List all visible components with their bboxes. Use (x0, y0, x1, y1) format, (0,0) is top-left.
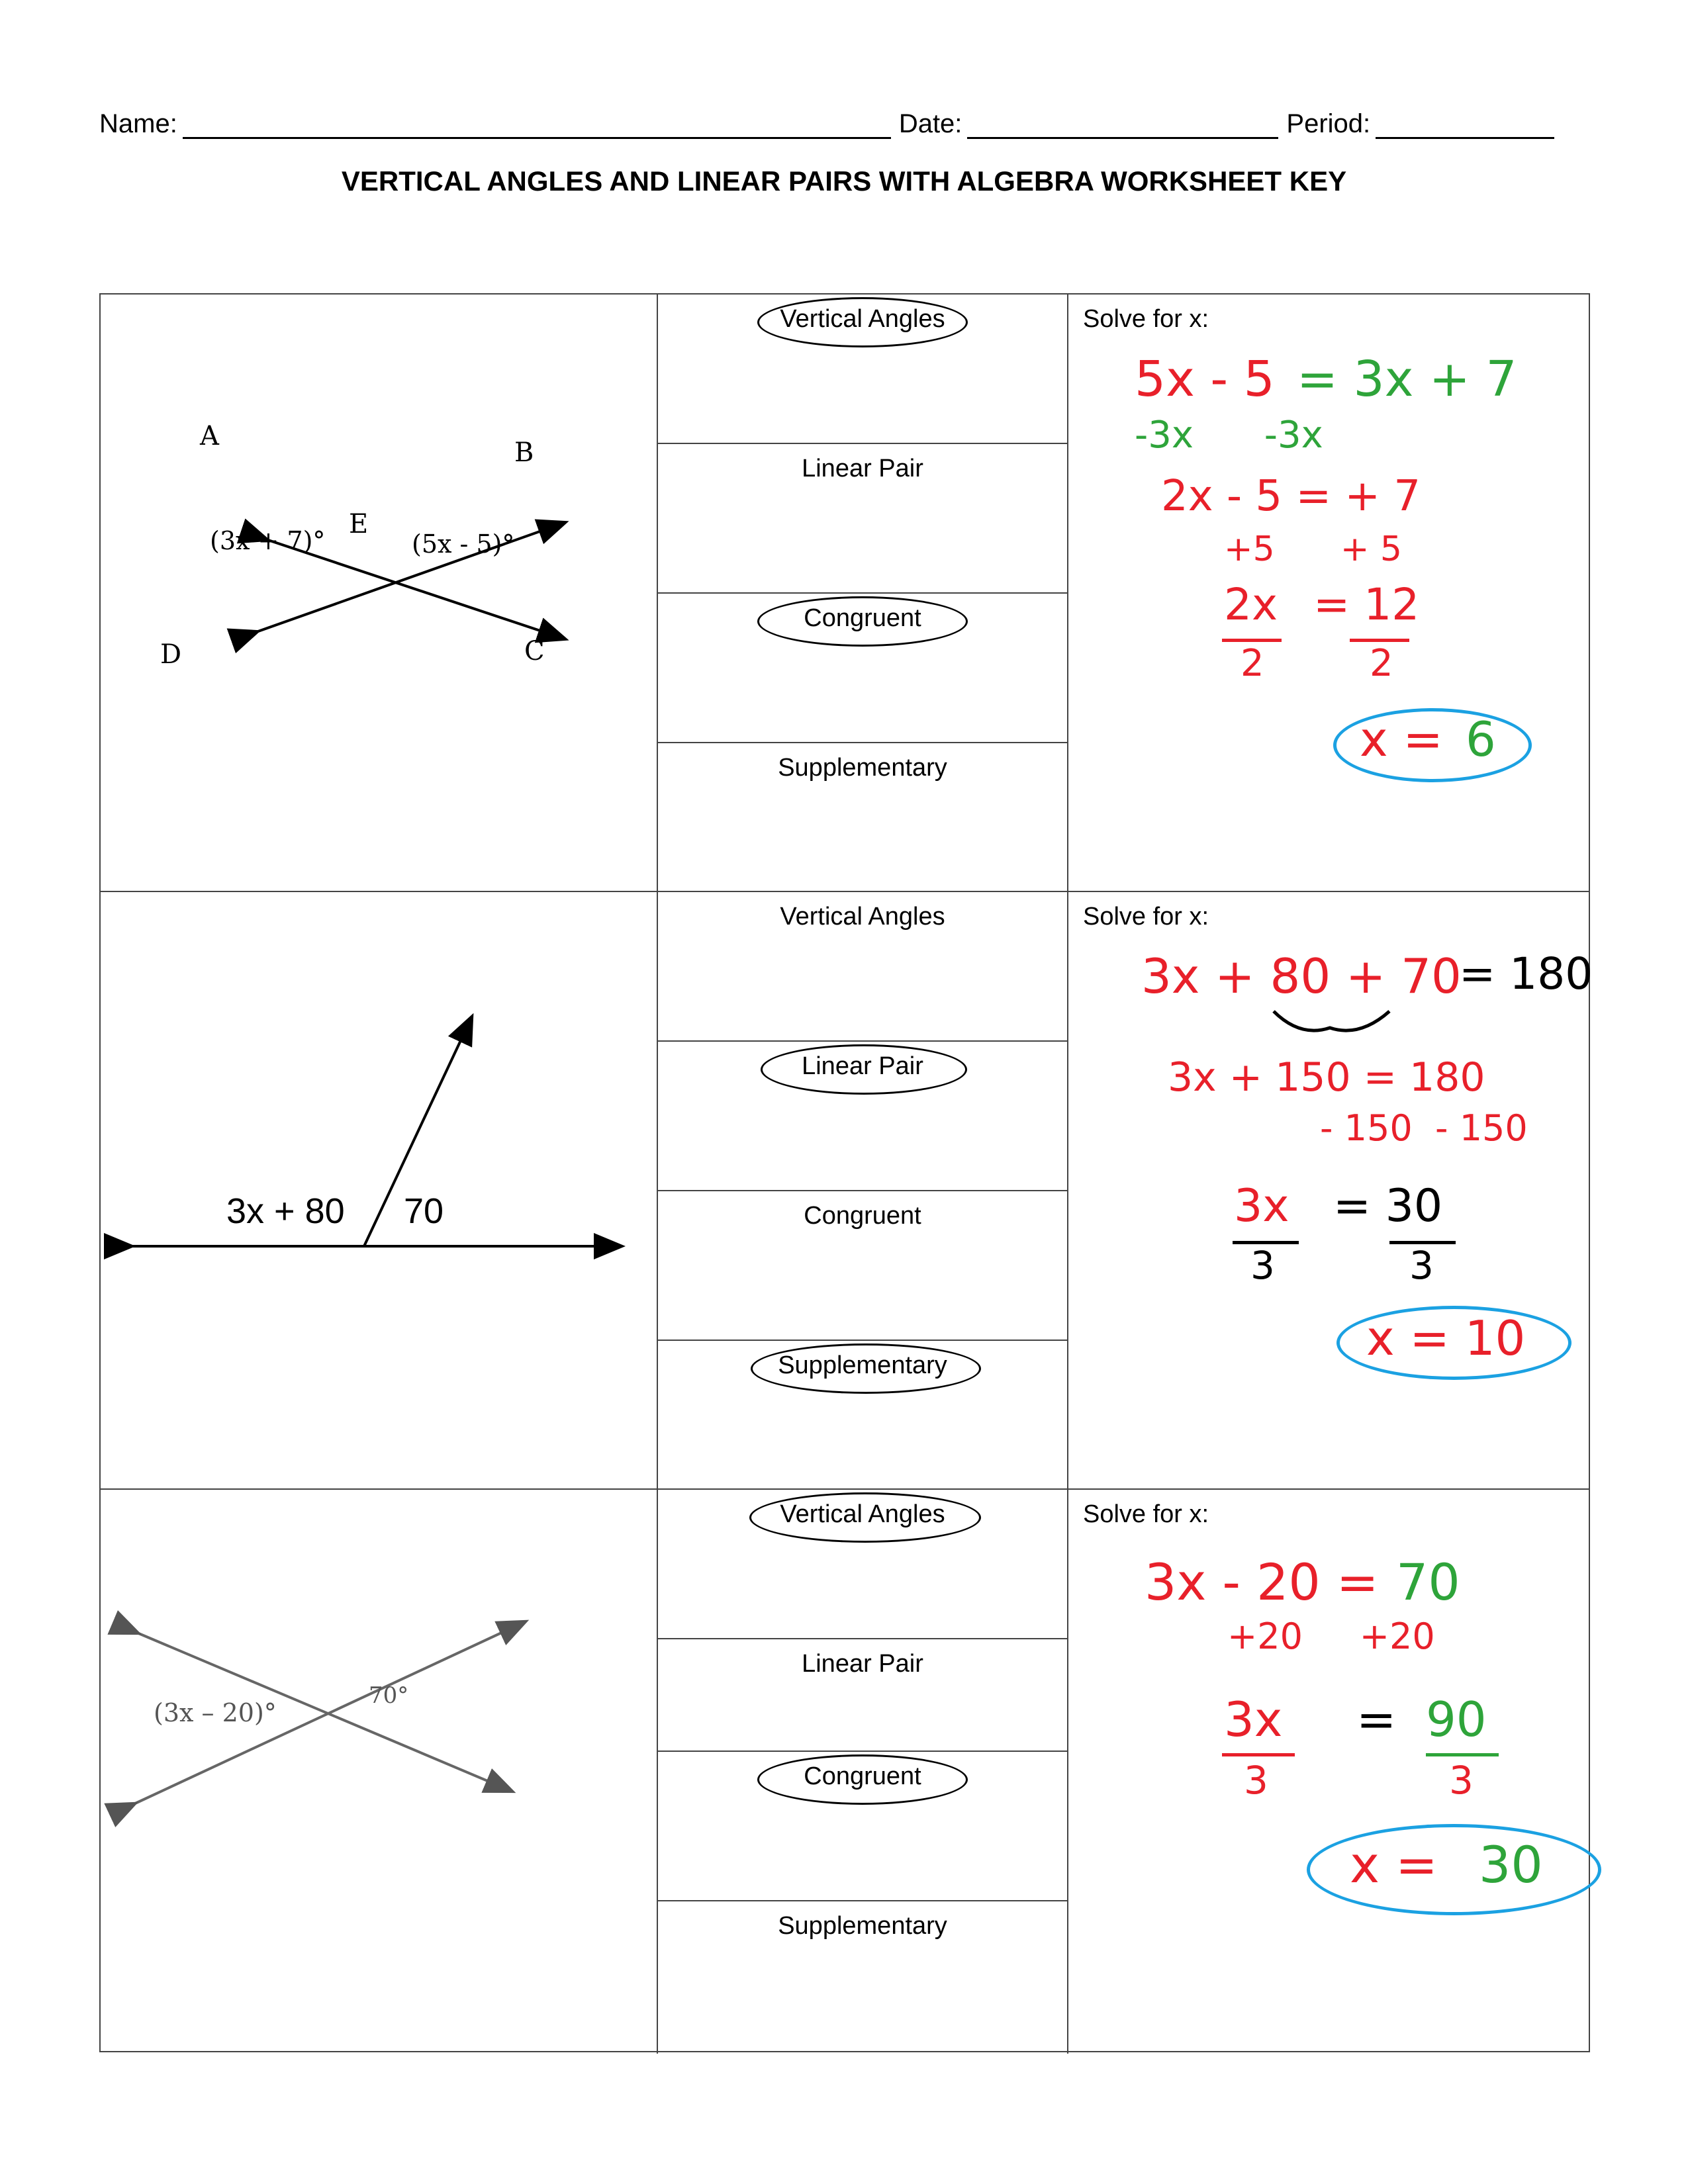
options-cell (658, 295, 1068, 891)
work-line: 2x - 5 = + 7 (1161, 472, 1421, 521)
work-line: +20 +20 (1227, 1615, 1435, 1657)
figure-cell (101, 1490, 658, 2054)
work-line: -3x -3x (1135, 414, 1323, 457)
option-label: Congruent (804, 1762, 921, 1790)
options-cell (658, 1490, 1068, 2054)
answer-text: 6 (1466, 711, 1496, 767)
option-supplementary[interactable] (658, 1341, 1067, 1490)
work-line: 3 (1244, 1758, 1268, 1803)
solve-label: Solve for x: (1083, 305, 1209, 333)
option-label: Vertical Angles (780, 305, 945, 333)
answer-text: x = (1350, 1835, 1454, 1894)
fraction-bar (1426, 1753, 1499, 1756)
work-line: 2x (1224, 579, 1278, 630)
solution-cell (1068, 295, 1589, 891)
option-label: Vertical Angles (780, 903, 945, 931)
option-linear-pair[interactable] (658, 1639, 1067, 1752)
option-vertical-angles[interactable] (658, 892, 1067, 1042)
worksheet-table (99, 293, 1593, 2052)
option-vertical-angles[interactable] (658, 1490, 1067, 1639)
label-b: B (514, 437, 534, 468)
problem-row-2 (101, 892, 1593, 1490)
solution-cell (1068, 1490, 1589, 2054)
solution-cell (1068, 892, 1593, 1488)
work-line: 5x - 5 (1135, 351, 1275, 408)
figure-cell (101, 892, 658, 1488)
label-c: C (524, 636, 545, 666)
option-congruent[interactable] (658, 594, 1067, 743)
option-label: Linear Pair (802, 1650, 923, 1678)
solve-label: Solve for x: (1083, 903, 1209, 931)
work-line: 3 (1449, 1758, 1474, 1803)
option-label: Congruent (804, 1202, 921, 1230)
option-supplementary[interactable] (658, 1901, 1067, 2054)
angle-left-expression: (3x + 7)° (210, 526, 326, 555)
option-label: Supplementary (778, 754, 947, 782)
option-vertical-angles[interactable] (658, 295, 1067, 444)
option-congruent[interactable] (658, 1191, 1067, 1341)
work-line: 3x (1224, 1692, 1283, 1747)
option-linear-pair[interactable] (658, 1042, 1067, 1191)
label-d: D (160, 639, 182, 670)
work-line: = 3x + 7 (1297, 351, 1517, 408)
period-label: Period: (1286, 109, 1371, 138)
angle-right-expression: 70 (404, 1191, 444, 1231)
worksheet-title: VERTICAL ANGLES AND LINEAR PAIRS WITH ALGEBRA WORKSHEET KEY (341, 165, 1347, 197)
work-line: 3x + 80 + 70 (1141, 948, 1462, 1004)
answer-text: x = 10 (1366, 1310, 1526, 1366)
option-label: Linear Pair (802, 455, 923, 482)
work-line: 2 (1241, 642, 1264, 685)
option-linear-pair[interactable] (658, 444, 1067, 594)
name-field[interactable] (183, 111, 891, 139)
date-label: Date: (898, 109, 962, 138)
answer-text: 30 (1479, 1835, 1543, 1894)
work-line: 70 (1396, 1553, 1460, 1612)
period-field[interactable] (1376, 111, 1554, 139)
work-line: 2 (1370, 642, 1393, 685)
angle-left-expression: 3x + 80 (226, 1191, 345, 1231)
work-line: - 150 - 150 (1320, 1107, 1528, 1149)
figure-cell (101, 295, 658, 891)
work-line: = 180 (1459, 948, 1593, 999)
angle-right-expression: 70° (369, 1682, 409, 1709)
option-label: Vertical Angles (780, 1500, 945, 1528)
work-line: = 12 (1313, 579, 1420, 630)
grouping-brace (1267, 1005, 1399, 1044)
option-label: Linear Pair (802, 1052, 923, 1080)
label-e: E (349, 509, 369, 539)
angle-left-expression: (3x – 20)° (154, 1698, 277, 1727)
option-label: Supplementary (778, 1912, 947, 1940)
student-info-header (99, 99, 1595, 139)
option-congruent[interactable] (658, 1752, 1067, 1901)
work-line: = 30 (1333, 1180, 1443, 1232)
problem-row-1 (101, 295, 1589, 892)
angle-right-expression: (5x - 5)° (412, 529, 515, 559)
work-line: = (1356, 1692, 1397, 1747)
solve-label: Solve for x: (1083, 1500, 1209, 1528)
intersecting-lines-figure (101, 295, 657, 890)
name-label: Name: (99, 109, 177, 138)
linear-pair-figure (101, 892, 657, 1488)
problem-row-3 (101, 1490, 1589, 2054)
work-line: 3 (1250, 1243, 1275, 1288)
intersecting-lines-figure (101, 1490, 657, 2052)
work-line: 90 (1426, 1692, 1487, 1747)
work-line: +5 + 5 (1224, 529, 1403, 569)
fraction-bar (1222, 1753, 1295, 1756)
option-supplementary[interactable] (658, 743, 1067, 892)
date-field[interactable] (967, 111, 1278, 139)
option-label: Supplementary (778, 1351, 947, 1379)
work-line: 3x - 20 = (1145, 1553, 1395, 1612)
option-label: Congruent (804, 604, 921, 632)
options-cell (658, 892, 1068, 1488)
label-a: A (200, 421, 219, 451)
work-line: 3 (1409, 1243, 1434, 1288)
work-line: 3x (1234, 1180, 1289, 1232)
work-line: 3x + 150 = 180 (1168, 1054, 1485, 1101)
answer-text: x = (1360, 711, 1458, 767)
